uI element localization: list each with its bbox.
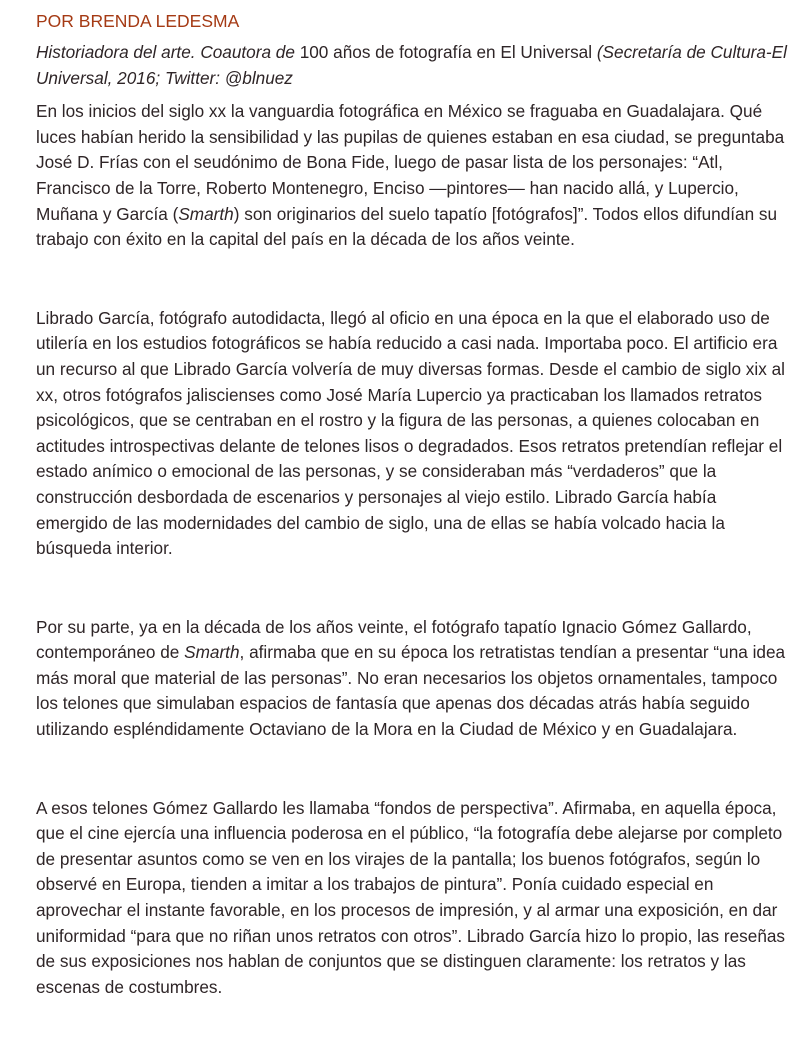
article-paragraph-4: [36, 796, 788, 1001]
author-bio-description: Historiadora del arte. Coautora de: [36, 42, 300, 62]
author-bio-publisher: (Secretaría de Cultura-El Universal, 2016; Twitter: @blnuez: [36, 42, 787, 88]
paragraph-text: Por su parte, ya en la década de los años veinte, el fotógrafo tapatío Ignacio Gómez Gallardo, contemporáneo de: [36, 616, 752, 663]
paragraph-text: Librado García, fotógrafo autodidacta, llegó al oficio en una época en la que el elaborado uso de utilería en los estudios fotográficos se había reducido a casi nada. Importaba poco. El artificio era un recurso al que Librado García volvería de muy diversas formas. Desde el cambio de siglo xix al xx, otros fotógrafos jaliscienses como José María Lupercio ya practicaban los llamados retratos psicológicos, que se centraban en el rostro y la figura de las personas, a quienes colocaban en actitudes introspectivas delante de telones lisos o degradados. Esos retratos pretendían reflejar el estado anímico o emocional de las personas, y se consideraban más “verdaderos” que la construcción desbordada de escenarios y personajes al viejo estilo. Librado García había emergido de las modernidades del cambio de siglo, una de ellas se había volcado hacia la búsqueda interior.: [36, 307, 785, 559]
pseudonym-emphasis: Smarth: [184, 642, 240, 663]
author-bio: [36, 40, 788, 91]
book-title: 100 años de fotografía en El Universal: [299, 42, 593, 62]
paragraph-text: En los inicios del siglo xx la vanguardia fotográfica en México se fraguaba en Guadalajara. Qué luces habían herido la sensibilidad y las pupilas de quienes estaban en esa ciudad, se preguntaba José D. Frías con el seudónimo de Bona Fide, luego de pasar lista de los personajes: “Atl, Francisco de la Torre, Roberto Montenegro, Enciso —pintores— han nacido allá, y Lupercio, Muñana y García (: [36, 101, 785, 224]
article-paragraph-3: [36, 615, 788, 743]
paragraph-text: , afirmaba que en su época los retratistas tendían a presentar “una idea más moral que material de las personas”. No eran necesarios los objetos ornamentales, tampoco los telones que simulaban espacios de fantasía que apenas dos décadas atrás había seguido utilizando espléndidamente Octaviano de la Mora en la Ciudad de México y en Guadalajara.: [36, 642, 786, 740]
article-paragraph-1: [36, 99, 788, 253]
article: [36, 8, 788, 1000]
pseudonym-emphasis: Smarth: [178, 203, 234, 224]
paragraph-text: ) son originarios del suelo tapatío [fotógrafos]”. Todos ellos difundían su trabajo con éxito en la capital del país en la década de los años veinte.: [36, 203, 778, 250]
paragraph-text: A esos telones Gómez Gallardo les llamaba “fondos de perspectiva”. Afirmaba, en aquella época, que el cine ejercía una influencia poderosa en el público, “la fotografía debe alejarse por completo de presentar asuntos como se ven en los virajes de la pantalla; los buenos fotógrafos, según lo observé en Europa, tienden a imitar a los trabajos de pintura”. Ponía cuidado especial en aprovechar el instante favorable, en los procesos de impresión, y al armar una exposición, en dar uniformidad “para que no riñan unos retratos con otros”. Librado García hizo lo propio, las reseñas de sus exposiciones nos hablan de conjuntos que se distinguen claramente: los retratos y las escenas de costumbres.: [36, 797, 786, 997]
author-byline: POR BRENDA LEDESMA: [36, 11, 240, 31]
article-paragraph-2: [36, 306, 788, 562]
